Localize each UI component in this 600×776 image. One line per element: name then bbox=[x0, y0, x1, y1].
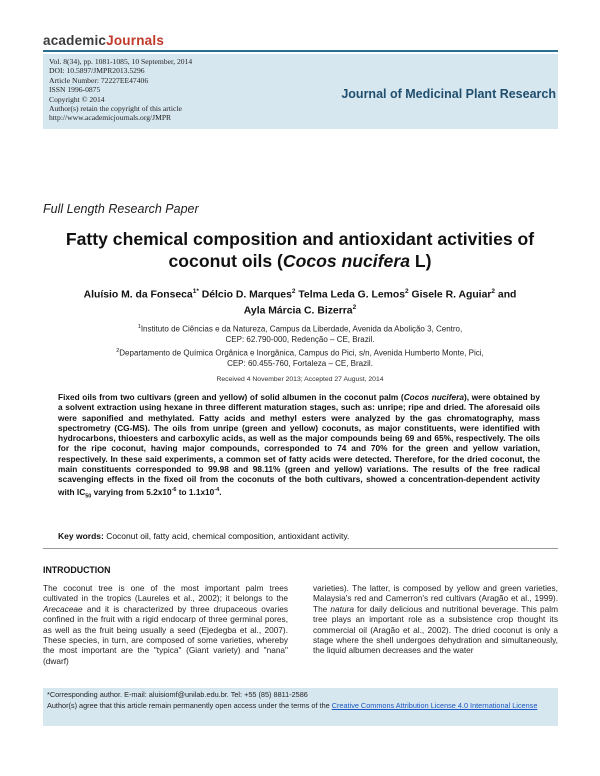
affiliations: $^1$Instituto de Ciências e da Natureza, Campus da Liberdade, Avenida da Abolição 3, Centro, CEP: 62.790-000, Redenção – CE, Brazil. $^2$Departamento de Química Orgânica e Inorgânica, Campus do Pici, s/n, Avenida Humberto Monte, Pici, CEP: 60.455-760, Fortaleza – CE, Brazil. bbox=[60, 322, 540, 370]
keywords-label: Key words: bbox=[58, 531, 104, 541]
section-heading-introduction: INTRODUCTION bbox=[43, 565, 111, 575]
license-note: Author(s) agree that this article remain permanently open access under the terms of the Creative Commons Attribution License 4.0 International License bbox=[47, 700, 538, 710]
meta-copyright: Copyright © 2014 bbox=[49, 94, 105, 104]
keywords: Key words: Coconut oil, fatty acid, chemical composition, antioxidant activity. bbox=[58, 531, 350, 541]
author-1: Aluísio M. da Fonseca bbox=[83, 289, 193, 301]
article-metadata bbox=[49, 57, 192, 123]
article-info-box bbox=[43, 54, 558, 129]
species-name: Cocos nucifera bbox=[282, 251, 410, 271]
publisher-logo bbox=[43, 33, 164, 48]
body-column-left: The coconut tree is one of the most important palm trees cultivated in the tropics (Laureles et al., 2002); it belongs to the Arecaceae and it is characterized by three drupaceous ovaries confined in the fruit with a rigid endocarp of three germinal pores, as well as the fruit being usually a seed (Ejedegba et al., 2007). These species, in turn, are composed of some varieties, whereby the most important are the "typica" (Giant variety) and "nana" (dwarf) bbox=[43, 583, 288, 666]
footnote-box bbox=[43, 688, 558, 726]
body-column-right: varieties). The latter, is composed by yellow and green varieties, Malaysia's red and Camerron's red cultivars (Aragão et al., 1999). The natura for daily delicious and nutritional beverage. This palm tree plays an important role as a subsistence crop thought its commercial oil (Aragão et al., 2002). The dried coconut is only a stage where the shell undergoes dehydration and simultaneously, the liquid albumen decreases and the water bbox=[313, 583, 558, 656]
author-4: Gisele R. Aguiar bbox=[411, 289, 492, 301]
author-3: Telma Leda G. Lemos bbox=[298, 289, 405, 301]
corresponding-author: *Corresponding author. E-mail: aluisiomf@unilab.edu.br. Tel: +55 (85) 8811-2586 bbox=[47, 690, 308, 699]
meta-volume: Vol. 8(34), pp. 1081-1085, 10 September, 2014 bbox=[49, 57, 193, 66]
meta-rights: Author(s) retain the copyright of this article bbox=[49, 104, 182, 114]
title-line-2: coconut oils (Cocos nucifera L) bbox=[168, 251, 432, 271]
author-list bbox=[30, 285, 570, 318]
authors-line-1: Aluísio M. da Fonseca$^{1*}$ Délcio D. Marques$^2$ Telma Leda G. Lemos$^2$ Gisele R. Aguiar$^2$ and bbox=[83, 288, 517, 301]
abstract: Fixed oils from two cultivars (green and yellow) of solid albumen in the coconut palm (Cocos nucifera), were obtained by a solvent extraction using hexane in three different maturation stages, such as: unripe; ripe and dried. The aforesaid oils were saponified and methylated. Fatty acids and methyl esters were analyzed by the gas chromatography, mass spectrometry (CG-MS). The oils from unripe (green and yellow) coconuts, as major constituents, were identified with hydrocarbons, thioesters and carboxylic acids, as well as the major compounds being 69 and 65%, respectively. The oils for the ripe coconut, having major compounds, corresponded to 74 and 70% for the green and yellow variation, respectively. In these said experiments, a common set of fatty acids were detected. Therefore, for the dried coconut, the main constituents corresponded to 99.98 and 98.11% (green and yellow) variations. The results of the free radical scavenging effects in the fixed oil from the coconuts of the both cultivars, showed a concentration-dependent activity with $IC_{50}$ varying from $5.2x10^{-6}$ to $1.1x10^{-4}$. bbox=[58, 392, 540, 500]
meta-doi[interactable]: DOI: 10.5897/JMPR2013.5296 bbox=[49, 66, 145, 76]
journal-title: Journal of Medicinal Plant Research bbox=[341, 87, 556, 101]
title-line-1: Fatty chemical composition and antioxidant activities of bbox=[65, 229, 535, 249]
authors-line-2: Ayla Márcia C. Bizerra$^2$ bbox=[243, 304, 357, 317]
affiliation-2: $^2$Departamento de Química Orgânica e Inorgânica, Campus do Pici, s/n, Avenida Humberto Monte, Pici, bbox=[116, 347, 484, 358]
paper-title bbox=[20, 228, 580, 272]
author-2: Délcio D. Marques bbox=[201, 289, 292, 301]
meta-issn: ISSN 1996-0875 bbox=[49, 85, 101, 95]
divider bbox=[43, 548, 558, 549]
license-link[interactable]: Creative Commons Attribution License 4.0 International License bbox=[331, 700, 538, 710]
logo-journals: Journals bbox=[106, 33, 165, 48]
affiliation-1: $^1$Instituto de Ciências e da Natureza, Campus da Liberdade, Avenida da Abolição 3, Centro, bbox=[137, 324, 463, 334]
received-dates: Received 4 November 2013; Accepted 27 August, 2014 bbox=[216, 376, 384, 383]
meta-article-number: Article Number: 72227EE47406 bbox=[49, 75, 149, 85]
paper-type: Full Length Research Paper bbox=[43, 202, 199, 216]
author-5: Ayla Márcia C. Bizerra bbox=[243, 305, 353, 317]
meta-url[interactable]: http://www.academicjournals.org/JMPR bbox=[49, 113, 172, 123]
logo-academic: academic bbox=[43, 33, 107, 48]
header-rule bbox=[43, 50, 558, 52]
